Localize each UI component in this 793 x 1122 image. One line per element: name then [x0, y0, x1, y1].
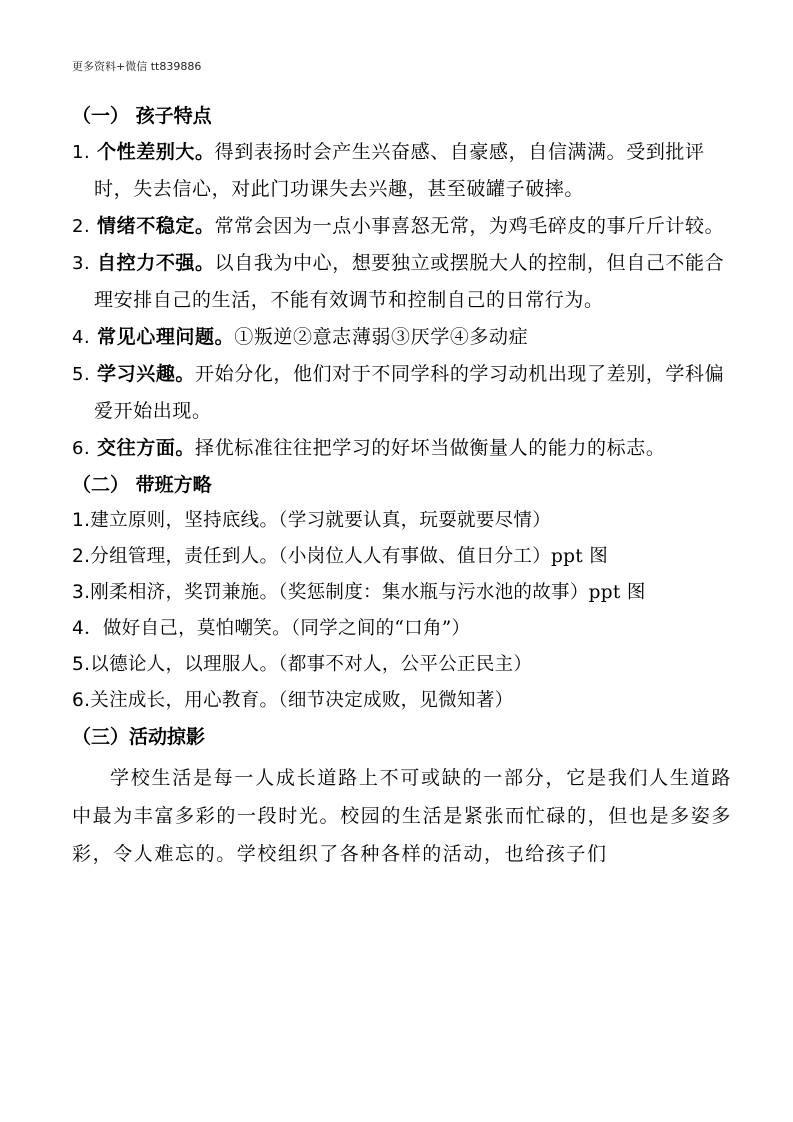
- list-item: [72, 208, 732, 245]
- item-number: 1.: [72, 142, 91, 163]
- section-heading-activities: （三）活动掠影: [72, 726, 206, 748]
- list-item: [72, 575, 732, 611]
- item-text: 关注成长，用心教育。（细节决定成败，见微知著）: [90, 690, 514, 711]
- list-item: [72, 503, 732, 539]
- list-item: [72, 430, 732, 467]
- item-keyword: 常见心理问题。: [97, 326, 235, 348]
- item-text: 择优标准往往把学习的好坏当做衡量人的能力的标志。: [195, 437, 666, 459]
- item-number: 1.: [72, 510, 91, 531]
- list-item: [72, 134, 732, 208]
- class-strategy-list: [72, 503, 732, 719]
- section-heading-child-traits: （一） 孩子特点: [72, 105, 212, 127]
- header-note: 更多资料+微信 tt839886: [72, 60, 202, 73]
- item-number: 6.: [72, 438, 91, 459]
- item-text: 常常会因为一点小事喜怒无常，为鸡毛碎皮的事斤斤计较。: [214, 215, 725, 237]
- item-number: 3.: [72, 253, 91, 274]
- item-keyword: 自控力不强。: [97, 252, 215, 274]
- item-text: 刚柔相济，奖罚兼施。（奖惩制度：集水瓶与污水池的故事）ppt 图: [90, 582, 646, 603]
- activities-paragraph: 学校生活是每一人成长道路上不可或缺的一部分，它是我们人生道路中最为丰富多彩的一段时光。校园的生活是紧张而忙碌的，但也是多姿多彩，令人难忘的。学校组织了各种各样的活动，也给孩子们: [72, 767, 732, 865]
- item-number: 6.: [72, 690, 91, 711]
- item-text: 得到表扬时会产生兴奋感、自豪感，自信满满。受到批评时，失去信心，对此门功课失去兴趣，甚至破罐子破摔。: [94, 141, 705, 200]
- item-text: 开始分化，他们对于不同学科的学习动机出现了差别，学科偏爱开始出现。: [94, 363, 725, 422]
- list-item: [72, 245, 732, 319]
- item-keyword: 情绪不稳定。: [97, 215, 215, 237]
- item-keyword: 交往方面。: [97, 437, 196, 459]
- item-keyword: 学习兴趣。: [97, 363, 196, 385]
- list-item: [72, 647, 732, 683]
- child-traits-list: [72, 134, 732, 467]
- item-text: 建立原则，坚持底线。（学习就要认真，玩耍就要尽情）: [90, 510, 552, 531]
- item-number: 2.: [72, 546, 91, 567]
- item-number: 5.: [72, 654, 91, 675]
- item-number: 3.: [72, 582, 91, 603]
- item-text: 分组管理，责任到人。（小岗位人人有事做、值日分工）ppt 图: [90, 546, 609, 567]
- list-item: [72, 356, 732, 430]
- item-keyword: 个性差别大。: [97, 141, 215, 163]
- list-item: [72, 611, 732, 647]
- item-text: 以自我为中心，想要独立或摆脱大人的控制，但自己不能合理安排自己的生活，不能有效调节和控制自己的日常行为。: [94, 252, 725, 311]
- list-item: [72, 319, 732, 356]
- item-text: ①叛逆②意志薄弱③厌学④多动症: [234, 326, 529, 348]
- list-item: [72, 539, 732, 575]
- list-item: [72, 683, 732, 719]
- item-number: 5.: [72, 364, 91, 385]
- item-number: 4.: [72, 327, 91, 348]
- document-body: [72, 98, 732, 873]
- item-number: 4．: [72, 618, 103, 639]
- section-heading-class-strategy: （二） 带班方略: [72, 474, 212, 496]
- item-number: 2.: [72, 216, 91, 237]
- item-text: 做好自己，莫怕嘲笑。（同学之间的“口角”）: [102, 618, 471, 639]
- item-text: 以德论人，以理服人。（都事不对人，公平公正民主）: [90, 654, 533, 675]
